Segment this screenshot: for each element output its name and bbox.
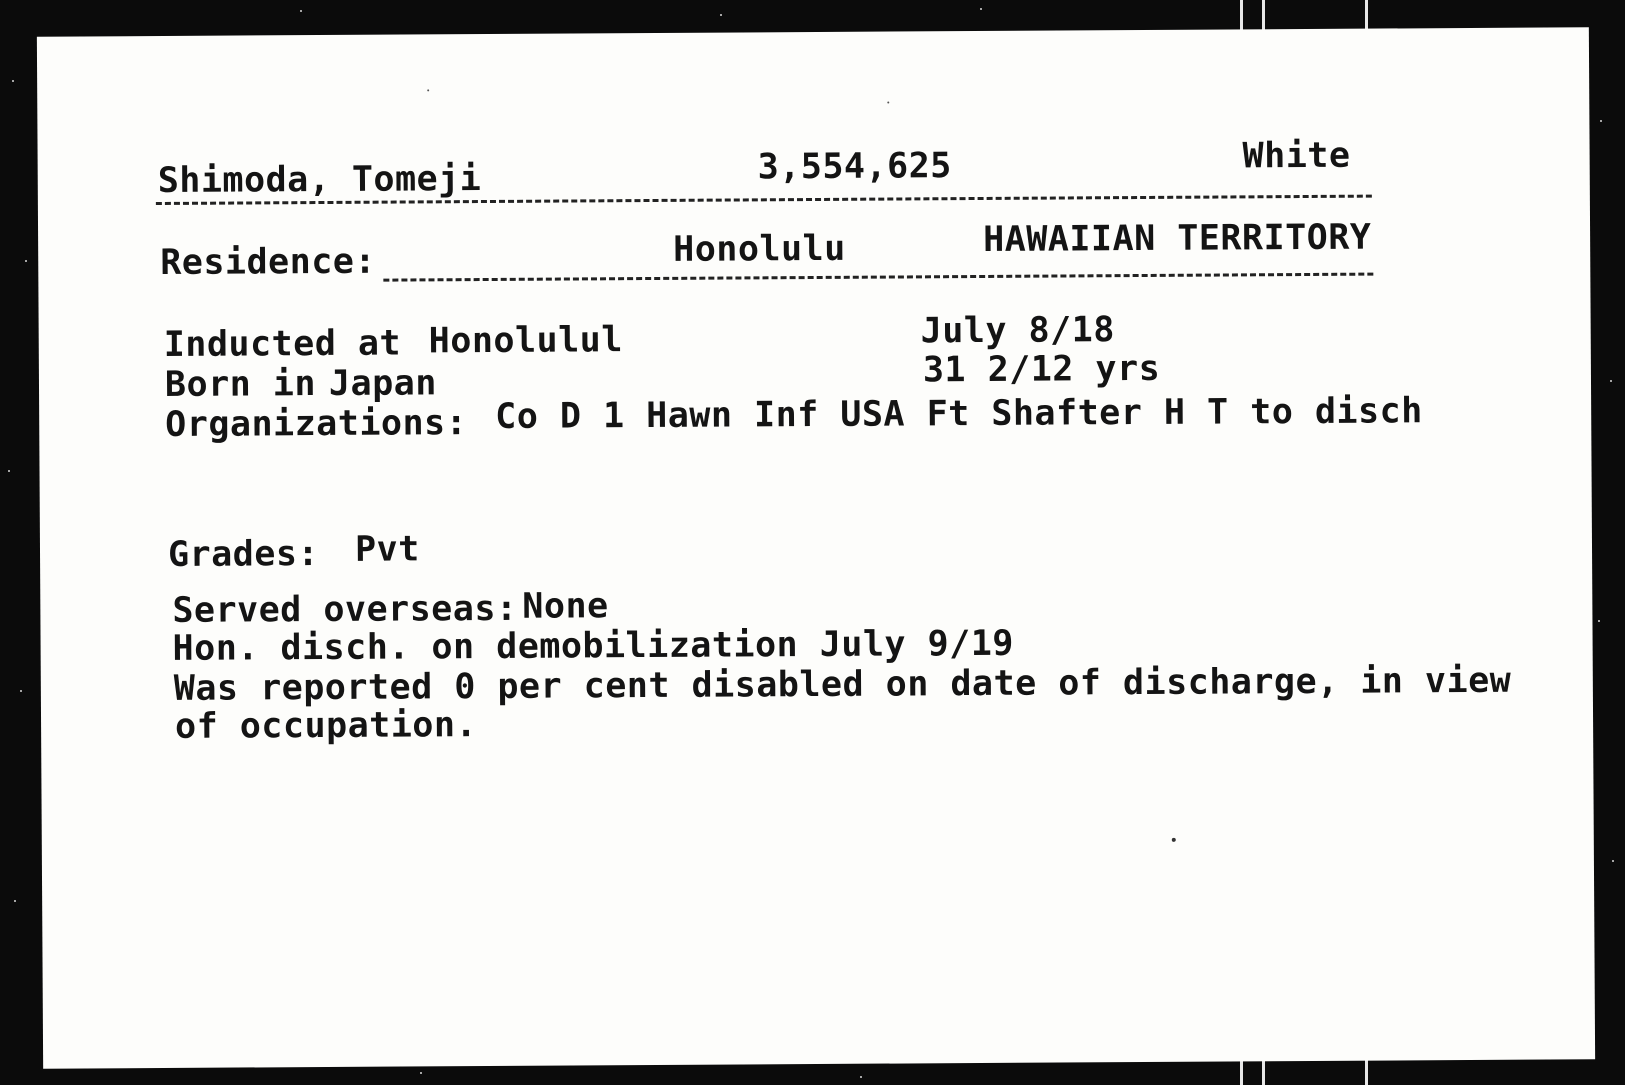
residence-label: Residence: bbox=[160, 241, 377, 284]
born-label: Born in bbox=[164, 364, 317, 405]
card-speck bbox=[427, 89, 429, 91]
scan-speck bbox=[1612, 860, 1614, 862]
card-speck bbox=[1172, 838, 1176, 842]
scan-speck bbox=[12, 80, 14, 82]
inducted-place: Honolulul bbox=[428, 320, 624, 362]
organizations-label: Organizations: bbox=[165, 403, 468, 445]
film-scratch bbox=[1262, 0, 1265, 30]
scan-speck bbox=[980, 8, 982, 10]
scan-speck bbox=[720, 14, 722, 16]
inducted-date: July 8/18 bbox=[920, 310, 1115, 352]
film-scratch bbox=[1262, 1060, 1265, 1085]
card-speck bbox=[887, 102, 889, 104]
scan-speck bbox=[1610, 380, 1612, 382]
scan-speck bbox=[14, 900, 16, 902]
residence-underline bbox=[383, 273, 1373, 282]
scan-speck bbox=[300, 10, 302, 12]
scan-speck bbox=[8, 470, 10, 472]
disability-line-1: Was reported 0 per cent disabled on date of discharge, in view bbox=[173, 660, 1512, 709]
residence-city: Honolulu bbox=[673, 228, 846, 270]
inducted-label: Inducted at bbox=[163, 323, 402, 365]
organizations-value: Co D 1 Hawn Inf USA Ft Shafter H T to disch bbox=[495, 391, 1423, 437]
age-value: 31 2/12 yrs bbox=[922, 348, 1161, 391]
film-scratch bbox=[1365, 0, 1368, 30]
soldier-name: Shimoda, Tomeji bbox=[157, 159, 482, 202]
grades-value: Pvt bbox=[354, 529, 420, 570]
discharge-line: Hon. disch. on demobilization July 9/19 bbox=[172, 623, 1015, 669]
residence-territory: HAWAIIAN TERRITORY bbox=[982, 217, 1372, 260]
record-card bbox=[37, 27, 1595, 1068]
scan-speck bbox=[20, 690, 22, 692]
race-value: White bbox=[1242, 135, 1351, 177]
disability-line-2: of occupation. bbox=[174, 705, 478, 747]
scan-speck bbox=[1598, 620, 1600, 622]
scan-speck bbox=[1600, 120, 1602, 122]
film-scratch bbox=[1240, 0, 1243, 30]
scan-speck bbox=[25, 260, 27, 262]
born-place: Japan bbox=[328, 363, 437, 404]
scan-speck bbox=[860, 1076, 862, 1078]
grades-label: Grades: bbox=[167, 534, 320, 575]
film-scratch bbox=[1240, 1060, 1243, 1085]
overseas-value: None bbox=[522, 586, 609, 627]
film-scratch bbox=[1365, 1060, 1368, 1085]
overseas-label: Served overseas: bbox=[172, 588, 518, 631]
scan-speck bbox=[420, 1072, 422, 1074]
serial-number: 3,554,625 bbox=[757, 146, 952, 188]
